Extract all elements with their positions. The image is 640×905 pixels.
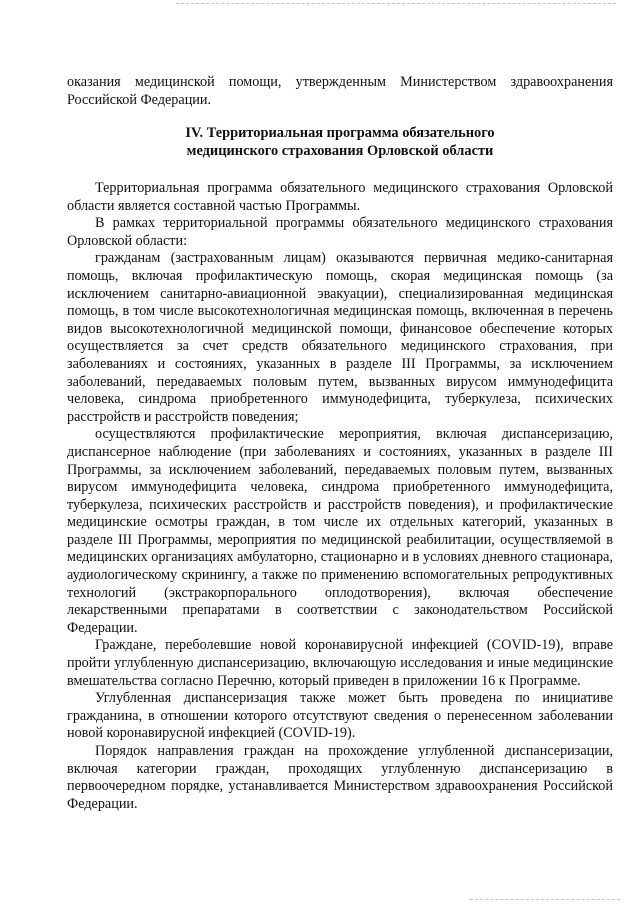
intro-block xyxy=(67,74,613,109)
section-body xyxy=(67,180,613,813)
paragraph-within-program: В рамках территориальной программы обязательного медицинского страхования Орловской области: xyxy=(67,215,613,249)
intro-paragraph: оказания медицинской помощи, утвержденным Министерством здравоохранения Российской Федерации. xyxy=(67,74,613,108)
paragraph-preventive-measures: осуществляются профилактические мероприятия, включая диспансеризацию, диспансерное наблюдение (при заболеваниях и состояниях, указанных в разделе III Программы, за исключением заболеваний, передаваемых половым путем, вызванных вирусом иммунодефицита человека, синдрома приобретенного иммунодефицита, туберкулеза, психических расстройств и расстройств поведения), и профилактические медицинские осмотры граждан, в том числе их отдельных категорий, указанных в разделе III Программы, мероприятия по медицинской реабилитации, осуществляемой в медицинских организациях амбулаторно, стационарно и в условиях дневного стационара, аудиологическому скринингу, а также по применению вспомогательных репродуктивных технологий (экстракорпорального оплодотворения), включая обеспечение лекарственными препаратами в соответствии с законодательством Российской Федерации. xyxy=(67,426,613,636)
paragraph-referral-procedure: Порядок направления граждан на прохождение углубленной диспансеризации, включая категории граждан, проходящих углубленную диспансеризацию в первоочередном порядке, устанавливается Министерством здравоохранения Российской Федерации. xyxy=(67,743,613,812)
bottom-scan-rule xyxy=(470,899,620,900)
paragraph-covid-recovered: Граждане, переболевшие новой коронавирусной инфекцией (COVID-19), вправе пройти углубленную диспансеризацию, включающую исследования и иные медицинские вмешательства согласно Перечню, который приведен в приложении 16 к Программе. xyxy=(67,637,613,689)
section-heading-line-2: медицинского страхования Орловской области xyxy=(186,143,494,159)
paragraph-care-provided: гражданам (застрахованным лицам) оказываются первичная медико-санитарная помощь, включая профилактическую помощь, скорая медицинская помощь (за исключением санитарно-авиационной эвакуации), специализированная медицинская помощь, в том числе высокотехнологичная медицинская помощь, включенная в перечень видов высокотехнологичной медицинской помощи, финансовое обеспечение которых осуществляется за счет средств обязательного медицинского страхования, при заболеваниях и состояниях, указанных в разделе III Программы, за исключением заболеваний, передаваемых половым путем, вызванных вирусом иммунодефицита человека, синдрома приобретенного иммунодефицита, туберкулеза, психических расстройств и расстройств поведения; xyxy=(67,250,613,425)
section-heading xyxy=(67,124,613,160)
paragraph-program-part: Территориальная программа обязательного медицинского страхования Орловской области является составной частью Программы. xyxy=(67,180,613,214)
paragraph-in-depth-initiative: Углубленная диспансеризация также может быть проведена по инициативе гражданина, в отношении которого отсутствуют сведения о перенесенном заболевании новой коронавирусной инфекцией (COVID-19). xyxy=(67,690,613,742)
top-scan-rule xyxy=(176,3,616,4)
section-heading-line-1: IV. Территориальная программа обязательного xyxy=(185,125,495,141)
